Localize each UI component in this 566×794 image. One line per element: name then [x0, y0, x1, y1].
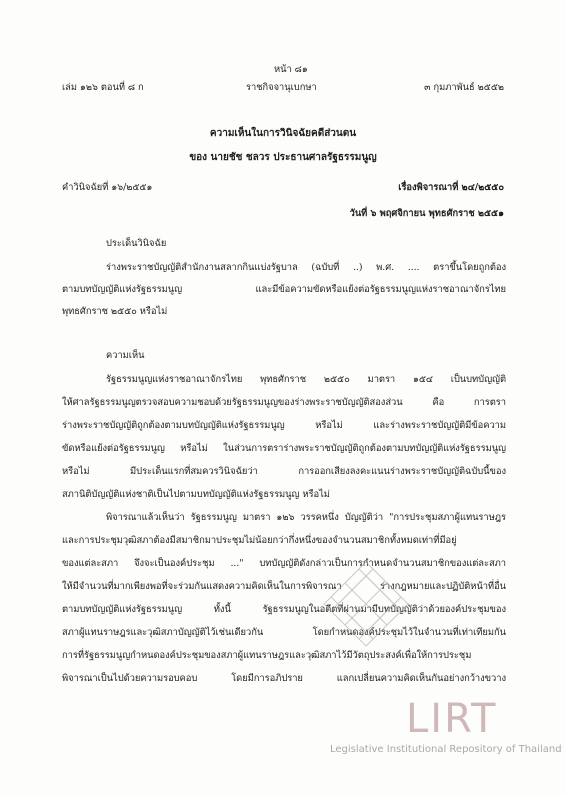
- ruling-number: คำวินิจฉัยที่ ๑๖/๒๕๕๑: [62, 182, 153, 193]
- lirt-emblem-watermark: [318, 556, 414, 652]
- paragraph-line: พิจารณาแล้วเห็นว่า รัฐธรรมนูญ มาตรา ๑๒๖ วรรคหนึ่ง บัญญัติว่า "การประชุมสภาผู้แทนราษฎร: [106, 512, 506, 523]
- repository-caption-watermark: Legislative Institutional Repository of Thailand: [330, 744, 562, 755]
- paragraph-line: หรือไม่ มีประเด็นแรกที่สมควรวินิจฉัยว่า การออกเสียงลงคะแนนร่างพระราชบัญญัติฉบับนี้ของ: [62, 466, 506, 477]
- volume-issue: เล่ม ๑๒๖ ตอนที่ ๘ ก: [62, 82, 144, 93]
- section-heading-opinion: ความเห็น: [106, 350, 145, 361]
- paragraph-line: การที่รัฐธรรมนูญกำหนดองค์ประชุมของสภาผู้แทนราษฎรและวุฒิสภาไว้มีวัตถุประสงค์เพื่อให้การประชุม: [62, 650, 472, 661]
- lirt-logo-watermark: LIRT: [406, 696, 498, 742]
- section-heading-issue: ประเด็นวินิจฉัย: [106, 238, 167, 249]
- paragraph-line: ตามบทบัญญัติแห่งรัฐธรรมนูญ ทั้งนี้ รัฐธรรมนูญในอดีตที่ผ่านมามีบทบัญญัติว่าด้วยองค์ประชุมของ: [62, 604, 506, 615]
- paragraph-line: ร่างพระราชบัญญัติสำนักงานสลากกินแบ่งรัฐบาล (ฉบับที่ ..) พ.ศ. .... ตราขึ้นโดยถูกต้อง: [106, 262, 506, 273]
- case-number: เรื่องพิจารณาที่ ๒๔/๒๕๕๐: [398, 182, 504, 193]
- document-title: ความเห็นในการวินิจฉัยคดีส่วนตน: [209, 128, 357, 139]
- paragraph-line: สภาผู้แทนราษฎรและวุฒิสภาบัญญัติไว้เช่นเดียวกัน โดยกำหนดองค์ประชุมไว้ในจำนวนที่เท่าเทียมกัน: [62, 627, 506, 638]
- gazette-date: ๓ กุมภาพันธ์ ๒๕๕๒: [424, 82, 504, 93]
- paragraph-line: รัฐธรรมนูญแห่งราชอาณาจักรไทย พุทธศักราช ๒๕๕๐ มาตรา ๑๕๔ เป็นบทบัญญัติ: [106, 374, 506, 385]
- paragraph-line: ขัดหรือแย้งต่อรัฐธรรมนูญ หรือไม่ ในส่วนการตราร่างพระราชบัญญัติถูกต้องตามบทบัญญัติแห่งรัฐธรรมนูญ: [62, 443, 506, 454]
- paragraph-line: พุทธศักราช ๒๕๕๐ หรือไม่: [62, 306, 168, 317]
- paragraph-line: ตามบทบัญญัติแห่งรัฐธรรมนูญ และมีข้อความขัดหรือแย้งต่อรัฐธรรมนูญแห่งราชอาณาจักรไทย: [62, 284, 506, 295]
- ruling-date: วันที่ ๖ พฤศจิกายน พุทธศักราช ๒๕๕๑: [349, 208, 504, 219]
- paragraph-line: ของแต่ละสภา จึงจะเป็นองค์ประชุม ..." บทบัญญัติดังกล่าวเป็นการกำหนดจำนวนสมาชิกของแต่ละสภา: [62, 558, 506, 569]
- paragraph-line: ร่างพระราชบัญญัติถูกต้องตามบทบัญญัติแห่งรัฐธรรมนูญ หรือไม่ และร่างพระราชบัญญัติมีข้อความ: [62, 420, 506, 431]
- document-subtitle: ของ นายชัช ชลวร ประธานศาลรัฐธรรมนูญ: [189, 152, 377, 163]
- gazette-name: ราชกิจจานุเบกษา: [246, 82, 317, 93]
- paragraph-line: ให้มีจำนวนที่มากเพียงพอที่จะร่วมกันแสดงความคิดเห็นในการพิจารณา ร่างกฎหมายและปฏิบัติหน้าที่อื่น: [62, 581, 506, 592]
- paragraph-line: สภานิติบัญญัติแห่งชาติเป็นไปตามบทบัญญัติแห่งรัฐธรรมนูญ หรือไม่: [62, 489, 330, 500]
- paragraph-line: ให้ศาลรัฐธรรมนูญตรวจสอบความชอบด้วยรัฐธรรมนูญของร่างพระราชบัญญัติสองส่วน คือ การตรา: [62, 397, 506, 408]
- paragraph-line: และการประชุมวุฒิสภาต้องมีสมาชิกมาประชุมไม่น้อยกว่ากึ่งหนึ่งของจำนวนสมาชิกทั้งหมดเท่าที่มีอยู่: [62, 535, 457, 546]
- page-number: หน้า ๘๑: [274, 64, 308, 75]
- paragraph-line: พิจารณาเป็นไปด้วยความรอบคอบ โดยมีการอภิปราย แลกเปลี่ยนความคิดเห็นกันอย่างกว้างขวาง: [62, 673, 506, 684]
